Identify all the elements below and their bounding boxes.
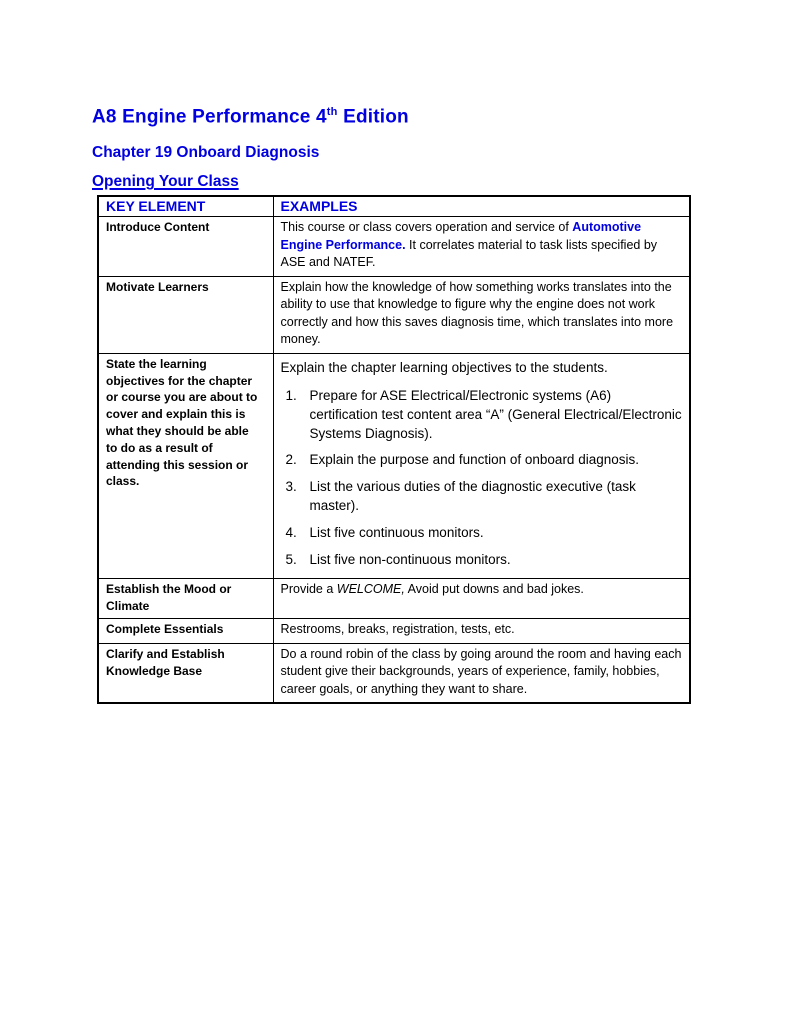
objective-text: List five continuous monitors.: [309, 525, 484, 541]
objective-item: [281, 551, 683, 570]
objective-number: 2.: [285, 452, 297, 468]
text-run: Avoid put downs and bad jokes.: [404, 581, 584, 596]
objective-text: Prepare for ASE Electrical/Electronic systems (A6) certification test content area “A” (General Electrical/Electronic Systems Diagnosis).: [309, 387, 682, 441]
italic-text: WELCOME,: [336, 581, 405, 596]
objective-number: 4.: [285, 525, 297, 541]
section-heading: Opening Your Class: [92, 173, 239, 191]
objective-text: List five non-continuous monitors.: [309, 551, 511, 567]
key-cell-establish-mood: Establish the Mood or Climate: [98, 578, 273, 619]
chapter-heading: Chapter 19 Onboard Diagnosis: [92, 144, 320, 162]
title-main: A8 Engine Performance 4: [92, 106, 327, 128]
objective-text: Explain the purpose and function of onboard diagnosis.: [309, 452, 639, 468]
text-run: This course or class covers operation and service of: [280, 220, 573, 235]
text-run: It correlates material to task lists specified by ASE and NATEF.: [280, 237, 658, 270]
highlighted-text: Automotive Engine Performance.: [280, 220, 642, 252]
examples-cell-motivate-learners: Explain how the knowledge of how something works translates into the ability to use that knowledge to figure why the engine does not work correctly and how this saves diagnosis time, which translates into more money.: [273, 276, 690, 353]
key-cell-complete-essentials: Complete Essentials: [98, 619, 273, 644]
objective-number: 1.: [285, 387, 297, 403]
key-cell-introduce-content: Introduce Content: [98, 217, 273, 277]
table-header-row: [98, 196, 690, 217]
examples-cell-establish-mood: [273, 578, 690, 619]
table-row-clarify-knowledge-base: [98, 643, 690, 703]
examples-cell-clarify-knowledge-base: Do a round robin of the class by going around the room and having each student give their backgrounds, years of experience, family, hobbies, career goals, or anything they want to share.: [273, 643, 690, 703]
opening-class-table: [97, 195, 691, 704]
document-title: [92, 106, 692, 128]
objective-text: List the various duties of the diagnostic executive (task master).: [309, 479, 636, 514]
objective-number: 3.: [285, 479, 297, 495]
examples-cell-learning-objectives: [273, 353, 690, 578]
examples-cell-complete-essentials: Restrooms, breaks, registration, tests, etc.: [273, 619, 690, 644]
title-tail: Edition: [337, 106, 409, 128]
key-cell-clarify-knowledge-base: Clarify and Establish Knowledge Base: [98, 643, 273, 703]
text-run: Provide a: [280, 581, 337, 596]
objective-item: [281, 478, 683, 516]
objectives-intro: Explain the chapter learning objectives to the students.: [280, 359, 608, 375]
objective-item: [281, 451, 683, 470]
examples-cell-introduce-content: [273, 217, 690, 277]
header-key-element: KEY ELEMENT: [98, 196, 273, 217]
table-row-introduce-content: [98, 217, 690, 277]
table-row-motivate-learners: [98, 276, 690, 353]
header-examples: EXAMPLES: [273, 196, 690, 217]
objective-item: [281, 524, 683, 543]
objective-number: 5.: [285, 551, 297, 567]
objective-item: [281, 387, 683, 444]
key-cell-motivate-learners: Motivate Learners: [98, 276, 273, 353]
table-row-establish-mood: [98, 578, 690, 619]
key-cell-learning-objectives: State the learning objectives for the chapter or course you are about to cover and explain this is what they should be able to do as a result of attending this session or class.: [98, 353, 273, 578]
table-row-complete-essentials: [98, 619, 690, 644]
table-row-learning-objectives: [98, 353, 690, 578]
title-superscript: th: [326, 106, 338, 118]
